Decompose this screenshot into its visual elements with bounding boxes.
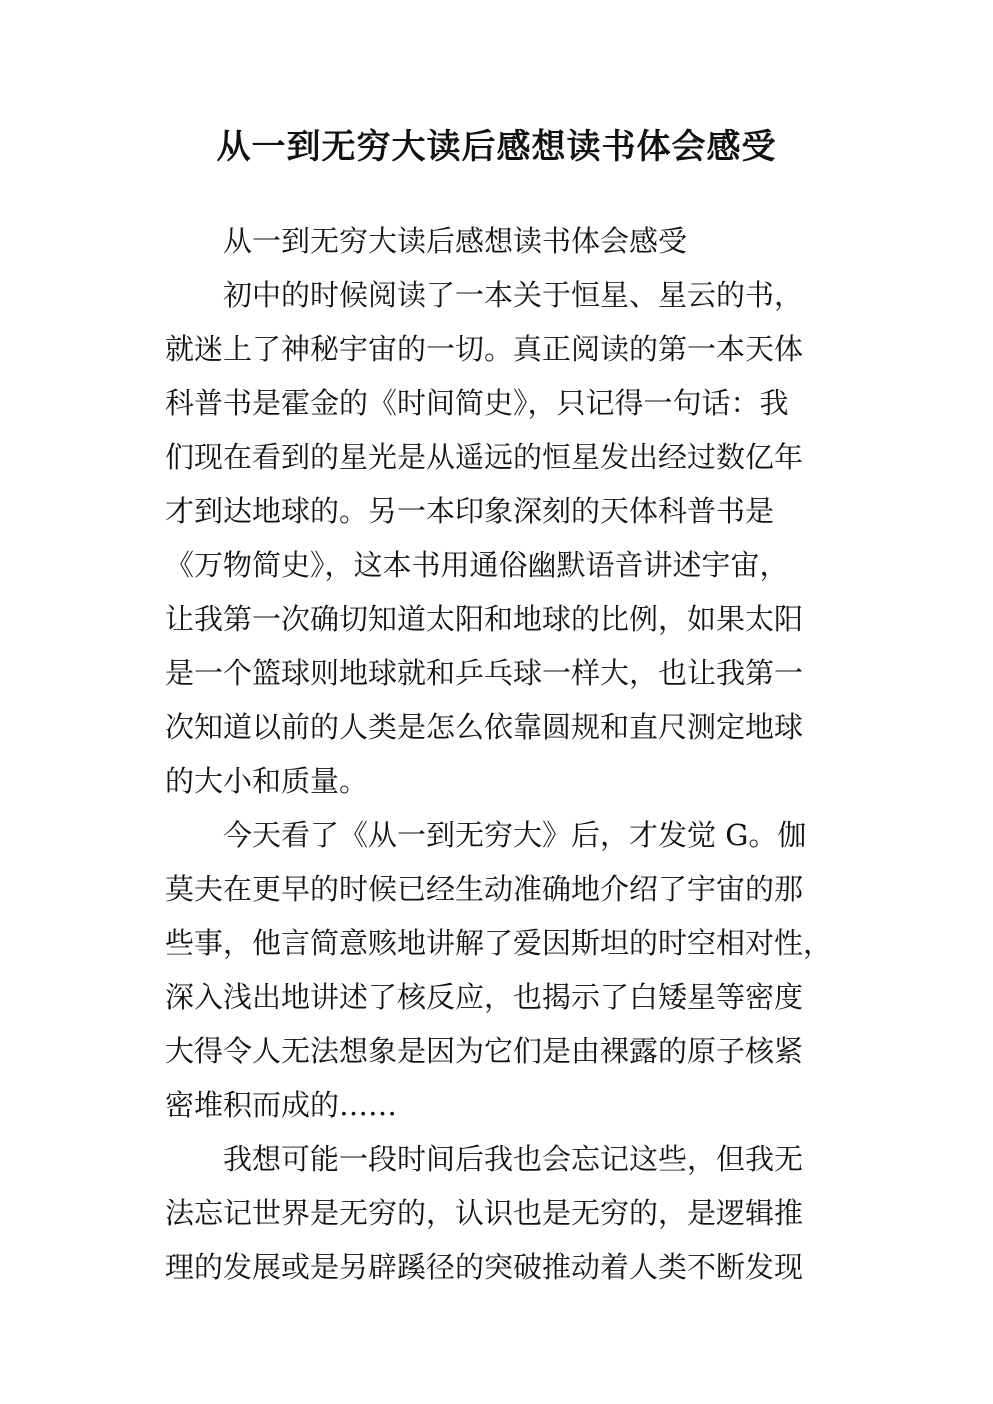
- paragraph-line: 《万物简史》，这本书用通俗幽默语音讲述宇宙，: [165, 548, 789, 582]
- paragraph-line: 是一个篮球则地球就和乒乓球一样大，也让我第一: [165, 656, 804, 690]
- document-title: 从一到无穷大读后感想读书体会感受: [216, 127, 777, 167]
- paragraph-line: 大得令人无法想象是因为它们是由裸露的原子核紧: [165, 1034, 804, 1068]
- paragraph-line: 今天看了《从一到无穷大》后，才发觉 G。伽: [223, 818, 807, 852]
- paragraph-line: 让我第一次确切知道太阳和地球的比例，如果太阳: [165, 602, 804, 636]
- paragraph-line: 次知道以前的人类是怎么依靠圆规和直尺测定地球: [165, 710, 804, 744]
- paragraph-line: 科普书是霍金的《时间简史》，只记得一句话：我: [165, 386, 789, 420]
- paragraph-line: 莫夫在更早的时候已经生动准确地介绍了宇宙的那: [165, 872, 804, 906]
- paragraph-line: 初中的时候阅读了一本关于恒星、星云的书，: [223, 278, 804, 312]
- paragraph-line: 深入浅出地讲述了核反应，也揭示了白矮星等密度: [165, 980, 804, 1014]
- paragraph-line: 我想可能一段时间后我也会忘记这些，但我无: [223, 1142, 804, 1176]
- paragraph-line: 就迷上了神秘宇宙的一切。真正阅读的第一本天体: [165, 332, 804, 366]
- paragraph-line: 们现在看到的星光是从遥远的恒星发出经过数亿年: [165, 440, 804, 474]
- paragraph-line: 密堆积而成的……: [165, 1088, 398, 1122]
- document-body: [165, 214, 845, 1294]
- paragraph-3: [165, 1132, 845, 1294]
- paragraph-line: 才到达地球的。另一本印象深刻的天体科普书是: [165, 494, 775, 528]
- paragraph-line: 的大小和质量。: [165, 764, 369, 798]
- paragraph-line: 理的发展或是另辟蹊径的突破推动着人类不断发现: [165, 1250, 804, 1284]
- paragraph-2: [165, 808, 845, 1132]
- paragraph-line: 些事，他言简意赅地讲解了爱因斯坦的时空相对性，: [165, 926, 833, 960]
- body-heading-line: 从一到无穷大读后感想读书体会感受: [223, 224, 688, 258]
- paragraph-line: 法忘记世界是无穷的，认识也是无穷的，是逻辑推: [165, 1196, 804, 1230]
- paragraph-1: [165, 268, 845, 808]
